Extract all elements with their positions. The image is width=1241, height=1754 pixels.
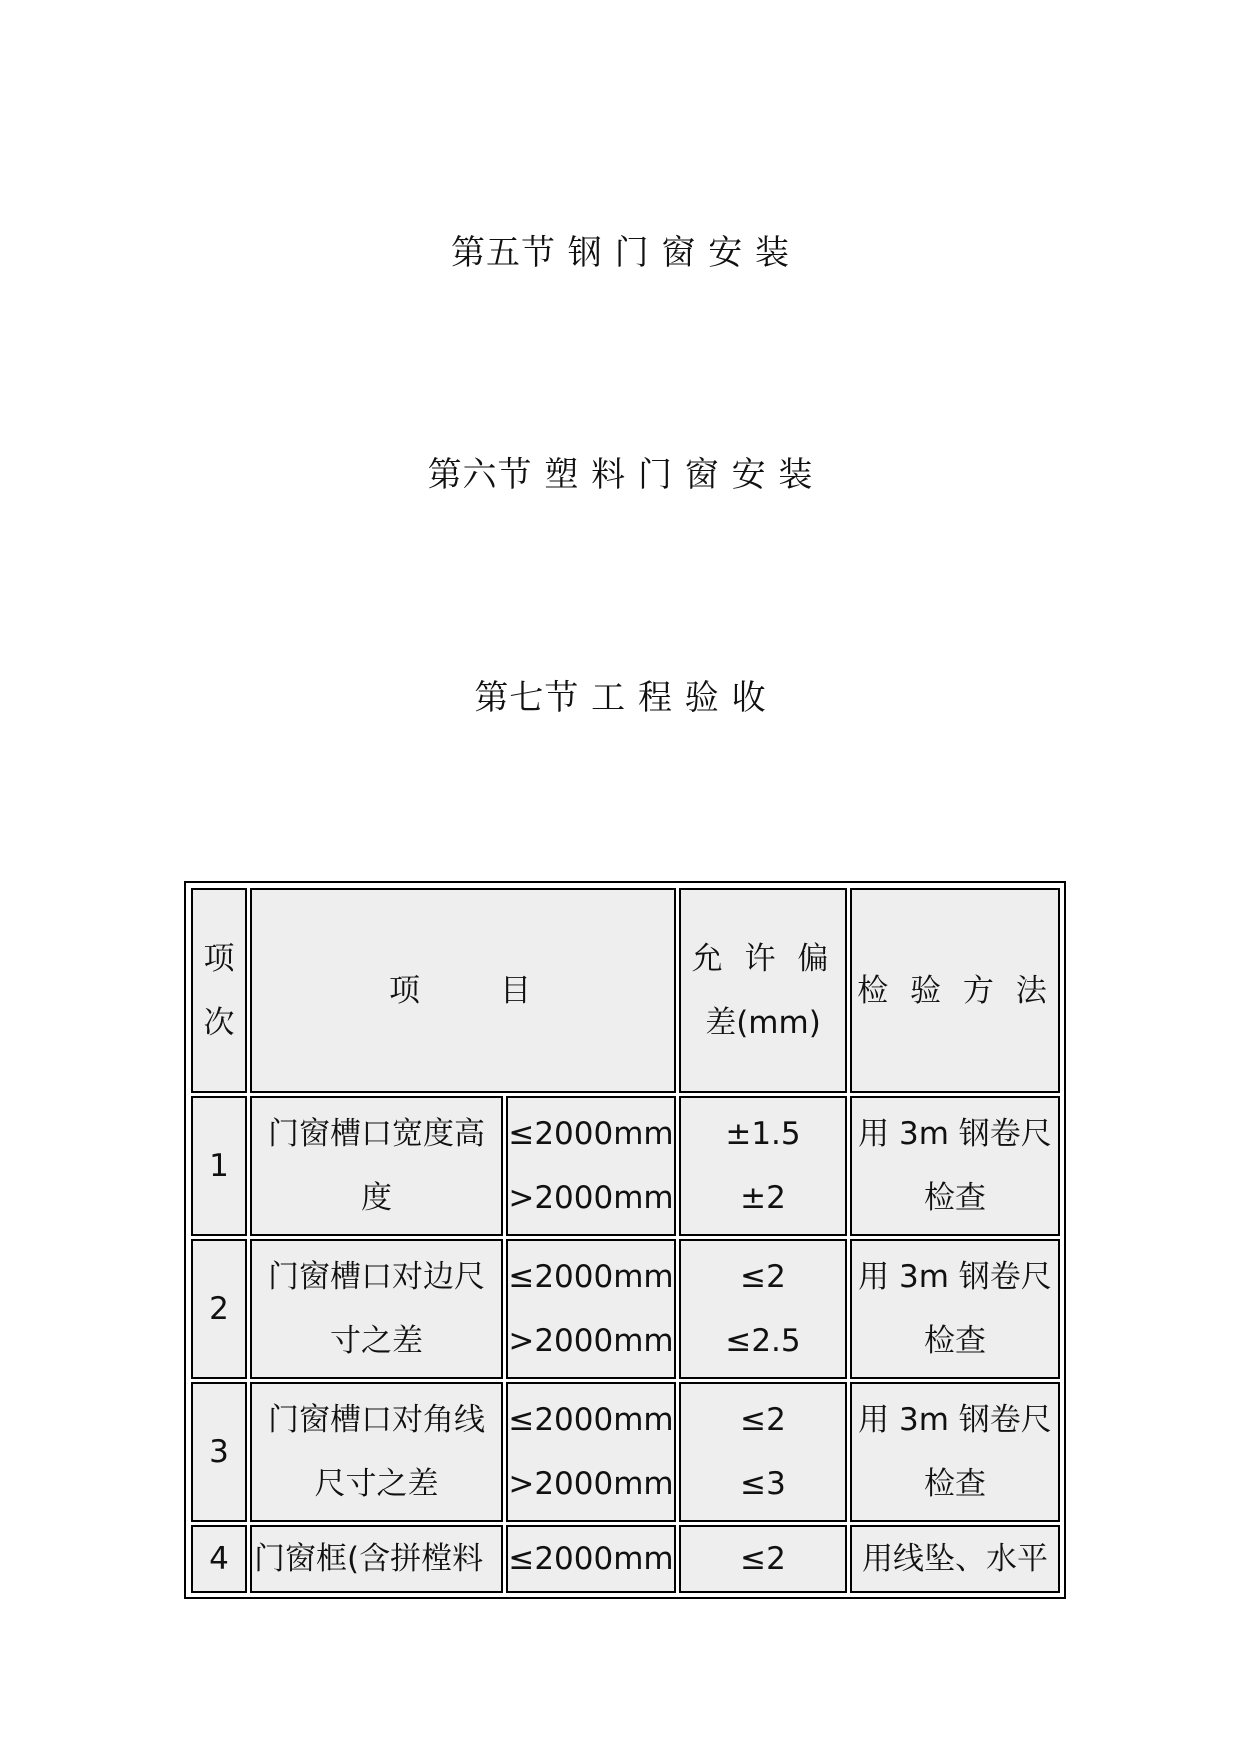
section-heading-7: 第七节 工 程 验 收 xyxy=(474,678,767,718)
table-row xyxy=(191,1382,1060,1522)
table-header-row xyxy=(191,888,1060,1093)
row-size: ≤2000mm >2000mm xyxy=(506,1382,676,1522)
section-heading-5: 第五节 钢 门 窗 安 装 xyxy=(450,233,791,273)
row-tolerance: ±1.5 ±2 xyxy=(679,1096,847,1236)
row-item: 门窗槽口对边尺 寸之差 xyxy=(250,1239,503,1379)
row-item: 门窗槽口对角线 尺寸之差 xyxy=(250,1382,503,1522)
header-item: 项 目 xyxy=(250,888,676,1093)
row-tolerance: ≤2 ≤3 xyxy=(679,1382,847,1522)
header-tolerance: 允 许 偏 差(mm) xyxy=(679,888,847,1093)
row-method: 用 3m 钢卷尺 检查 xyxy=(850,1382,1060,1522)
table-row xyxy=(191,1525,1060,1593)
row-item: 门窗槽口宽度高 度 xyxy=(250,1096,503,1236)
row-method: 用 3m 钢卷尺 检查 xyxy=(850,1096,1060,1236)
table-row xyxy=(191,1239,1060,1379)
row-no: 4 xyxy=(191,1525,247,1593)
row-no: 2 xyxy=(191,1239,247,1379)
header-method: 检 验 方 法 xyxy=(850,888,1060,1093)
row-method: 用线坠、水平 xyxy=(850,1525,1060,1593)
row-no: 3 xyxy=(191,1382,247,1522)
row-size: ≤2000mm >2000mm xyxy=(506,1096,676,1236)
row-no: 1 xyxy=(191,1096,247,1236)
section-heading-6: 第六节 塑 料 门 窗 安 装 xyxy=(427,455,814,495)
header-no: 项 次 xyxy=(191,888,247,1093)
row-size: ≤2000mm >2000mm xyxy=(506,1239,676,1379)
row-item: 门窗框(含拼樘料 xyxy=(250,1525,503,1593)
table-row xyxy=(191,1096,1060,1236)
row-size: ≤2000mm xyxy=(506,1525,676,1593)
acceptance-table xyxy=(184,881,1066,1599)
row-tolerance: ≤2 ≤2.5 xyxy=(679,1239,847,1379)
row-tolerance: ≤2 xyxy=(679,1525,847,1593)
row-method: 用 3m 钢卷尺 检查 xyxy=(850,1239,1060,1379)
